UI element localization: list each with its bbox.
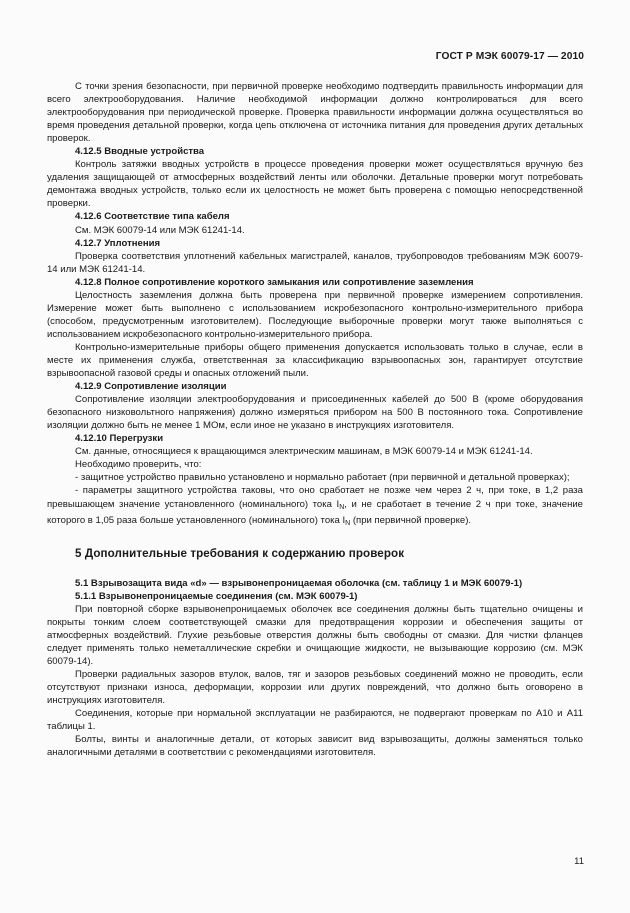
- subscript-n: N: [339, 503, 345, 511]
- paragraph: Целостность заземления должна быть проверена при первичной проверке измерением сопротивления. Измерение может быть выполнено с использованием искробезопасного контрольно-измерительного прибора (способом, предусмотренным изготовителем). Последующие выборочные проверки могут также выполняться с использованием искробезопасного контрольно-измерительного прибора.: [47, 289, 583, 340]
- document-body: [47, 80, 583, 759]
- paragraph: Проверки радиальных зазоров втулок, валов, тяг и зазоров резьбовых соединений можно не проводить, если отсутствуют признаки износа, деформации, коррозии или других повреждений, что должно быть оговорено в инструкциях изготовителя.: [47, 668, 583, 707]
- paragraph: С точки зрения безопасности, при первичной проверке необходимо подтвердить правильность информации для всего электрооборудования. Наличие необходимой информации должно контролироваться для всего электрооборудования при периодической проверке. Проверка правильности информации должна осуществляться во время проведения детальной проверки, когда цепь отключена от источника питания для проведения других детальных проверок.: [47, 81, 583, 145]
- subheading-4-12-6: 4.12.6 Соответствие типа кабеля: [75, 211, 230, 223]
- text-segment: - параметры защитного устройства таковы, что оно сработает не позже чем через 2 ч, при токе, в 1,2 раза превышающем значение установленного (номинального) тока I: [47, 485, 583, 510]
- document-header: ГОСТ Р МЭК 60079-17 — 2010: [435, 51, 584, 62]
- paragraph: При повторной сборке взрывонепроницаемых оболочек все соединения должны быть тщательно очищены и покрыты тонким слоем соответствующей смазки для предотвращения коррозии и обеспечения защиты от атмосферных воздействий. Глухие резьбовые отверстия должны быть свободны от смазки. Для чистки фланцев следует применять только неметаллические скребки и очищающие жидкости, не вызывающие коррозию (см. МЭК 60079-14).: [47, 603, 583, 667]
- subheading-4-12-8: 4.12.8 Полное сопротивление короткого замыкания или сопротивление заземления: [75, 276, 474, 288]
- subheading-5-1-1: 5.1.1 Взрывонепроницаемые соединения (см. МЭК 60079-1): [75, 590, 358, 602]
- paragraph: См. данные, относящиеся к вращающимся электрическим машинам, в МЭК 60079-14 и МЭК 61241-14.: [75, 446, 533, 458]
- paragraph: Болты, винты и аналогичные детали, от которых зависит вид взрывозащиты, должны заменяться только аналогичными деталями в соответствии с рекомендациями изготовителя.: [47, 734, 583, 759]
- text-segment: , и не сработает в течение 2 ч при токе, значение которого в 1,05 раза больше установленного (номинального) тока I: [47, 498, 583, 526]
- text-segment: (при первичной проверке).: [350, 514, 472, 526]
- paragraph: Соединения, которые при нормальной эксплуатации не разбираются, не подвергают проверкам по А10 и А11 таблицы 1.: [47, 708, 583, 733]
- list-item: [47, 484, 583, 529]
- subheading-5-1: 5.1 Взрывозащита вида «d» — взрывонепроницаемая оболочка (см. таблицу 1 и МЭК 60079-1): [75, 577, 523, 589]
- subheading-4-12-9: 4.12.9 Сопротивление изоляции: [75, 381, 227, 393]
- list-item: - защитное устройство правильно установлено и нормально работает (при первичной и детальной проверках);: [75, 472, 570, 484]
- subheading-4-12-7: 4.12.7 Уплотнения: [75, 237, 161, 249]
- paragraph: Сопротивление изоляции электрооборудования и присоединенных кабелей до 500 В (кроме оборудования безопасного низковольтного напряжения) должно измеряться прибором на 500 В постоянного тока. Сопротивление изоляции должно быть не менее 1 МОм, если иное не указано в инструкциях изготовителя.: [47, 394, 583, 432]
- subheading-4-12-5: 4.12.5 Вводные устройства: [75, 146, 205, 158]
- subscript-n: N: [345, 519, 351, 527]
- page-number: 11: [574, 856, 584, 867]
- paragraph: Необходимо проверить, что:: [75, 459, 202, 471]
- paragraph: Проверка соответствия уплотнений кабельных магистралей, каналов, трубопроводов требованиям МЭК 60079-14 или МЭК 61241-14.: [47, 250, 583, 275]
- paragraph: Контроль затяжки вводных устройств в процессе проведения проверки может осуществляться вручную без удаления защищающей от атмосферных воздействий ленты или оболочки. Детальные проверки могут потребовать демонтажа вводных устройств, только если их целостность не может быть проверена с помощью непосредственной проверки.: [47, 159, 583, 210]
- subheading-4-12-10: 4.12.10 Перегрузки: [75, 433, 164, 445]
- paragraph: Контрольно-измерительные приборы общего применения допускается использовать только в случае, если в месте их применения служба, ответственная за классификацию взрывоопасных зон, гарантирует отсутствие взрывоопасной газовой среды и опасных отложений пыли.: [47, 341, 583, 380]
- section-heading-5: 5 Дополнительные требования к содержанию проверок: [75, 546, 405, 560]
- paragraph: См. МЭК 60079-14 или МЭК 61241-14.: [75, 224, 245, 236]
